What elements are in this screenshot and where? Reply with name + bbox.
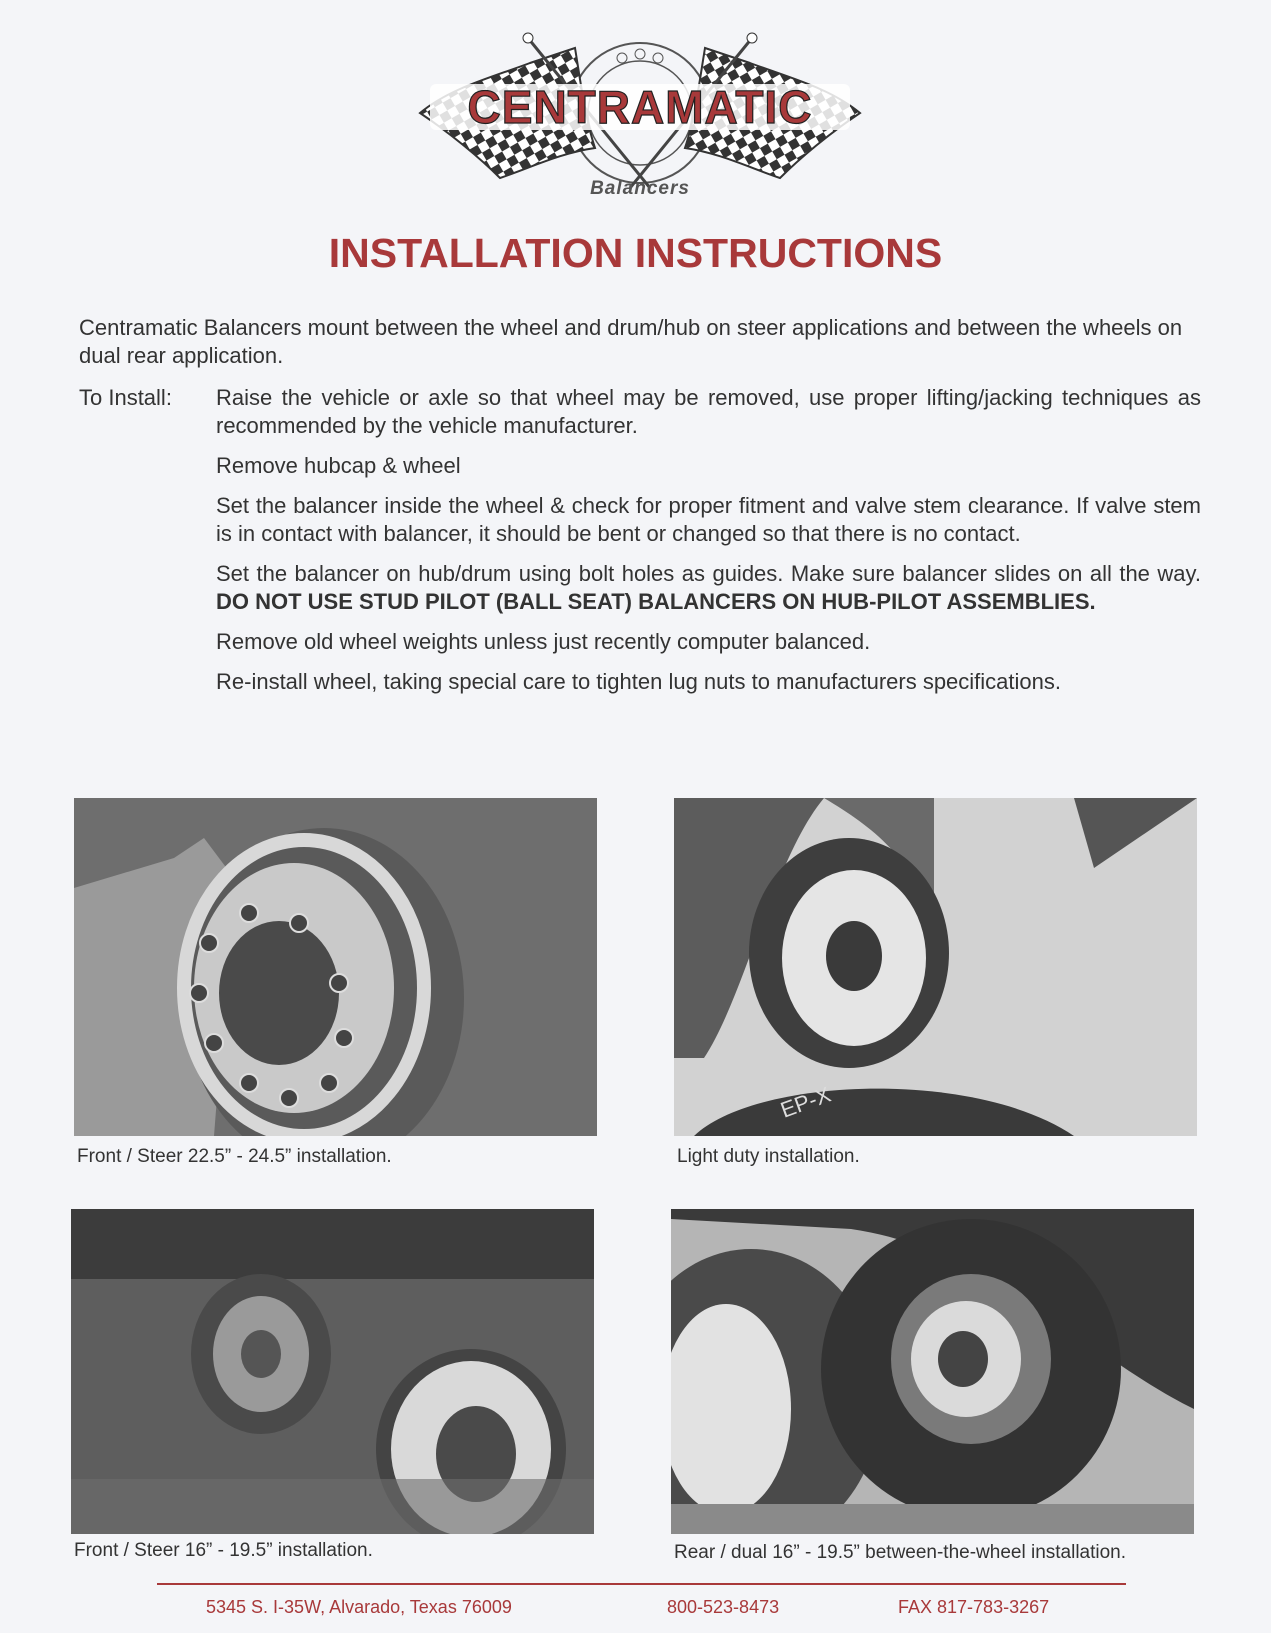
footer-divider: [157, 1583, 1126, 1585]
step-2: Remove hubcap & wheel: [216, 453, 461, 478]
caption-photo-3: Front / Steer 16” - 19.5” installation.: [74, 1540, 373, 1561]
step-4-warning: DO NOT USE STUD PILOT (BALL SEAT) BALANCERS ON HUB-PILOT ASSEMBLIES.: [216, 589, 1096, 614]
photo-rear-dual: [671, 1209, 1194, 1534]
light-duty-wheel-photo: [674, 798, 1197, 1136]
centramatic-logo: [410, 28, 870, 203]
front-steer-wheels-photo: [71, 1209, 594, 1534]
step-5: Remove old wheel weights unless just recently computer balanced.: [216, 629, 871, 654]
footer-phone: 800-523-8473: [667, 1597, 780, 1617]
photo-light-duty: [674, 798, 1197, 1136]
caption-photo-4: Rear / dual 16” - 19.5” between-the-wheel installation.: [674, 1542, 1127, 1563]
intro-paragraph: Centramatic Balancers mount between the wheel and drum/hub on steer applications and between the wheels on dual rear application.: [79, 315, 1183, 368]
caption-photo-1: Front / Steer 22.5” - 24.5” installation.: [77, 1146, 392, 1167]
install-label: To Install:: [79, 385, 172, 410]
page-title: INSTALLATION INSTRUCTIONS: [328, 230, 943, 276]
logo-tagline: Balancers: [590, 178, 690, 199]
rear-dual-wheels-photo: [671, 1209, 1194, 1534]
svg-text:CENTRAMATIC: CENTRAMATIC: [467, 81, 813, 133]
footer-address: 5345 S. I-35W, Alvarado, Texas 76009: [206, 1597, 512, 1617]
photo-front-steer-16-19: [71, 1209, 594, 1534]
footer-fax: FAX 817-783-3267: [898, 1597, 1050, 1617]
install-steps: [216, 384, 1201, 708]
step-1: Raise the vehicle or axle so that wheel may be removed, use proper lifting/jacking techniques as recommended by the vehicle manufacturer.: [216, 385, 1201, 438]
caption-photo-2: Light duty installation.: [677, 1146, 860, 1167]
step-3: Set the balancer inside the wheel & check for proper fitment and valve stem clearance. If valve stem is in contact with balancer, it should be bent or changed so that there is no contact.: [216, 493, 1201, 546]
checkered-flags-icon: [410, 28, 870, 203]
step-6: Re-install wheel, taking special care to tighten lug nuts to manufacturers specifications.: [216, 669, 1061, 694]
photo-front-steer-22-24: [74, 798, 597, 1136]
tire-text: EP-X: [777, 1081, 834, 1123]
step-4-text: Set the balancer on hub/drum using bolt holes as guides. Make sure balancer slides on all the way.: [216, 561, 1201, 586]
wheel-balancer-photo: [74, 798, 597, 1136]
step-4: [216, 560, 1201, 616]
